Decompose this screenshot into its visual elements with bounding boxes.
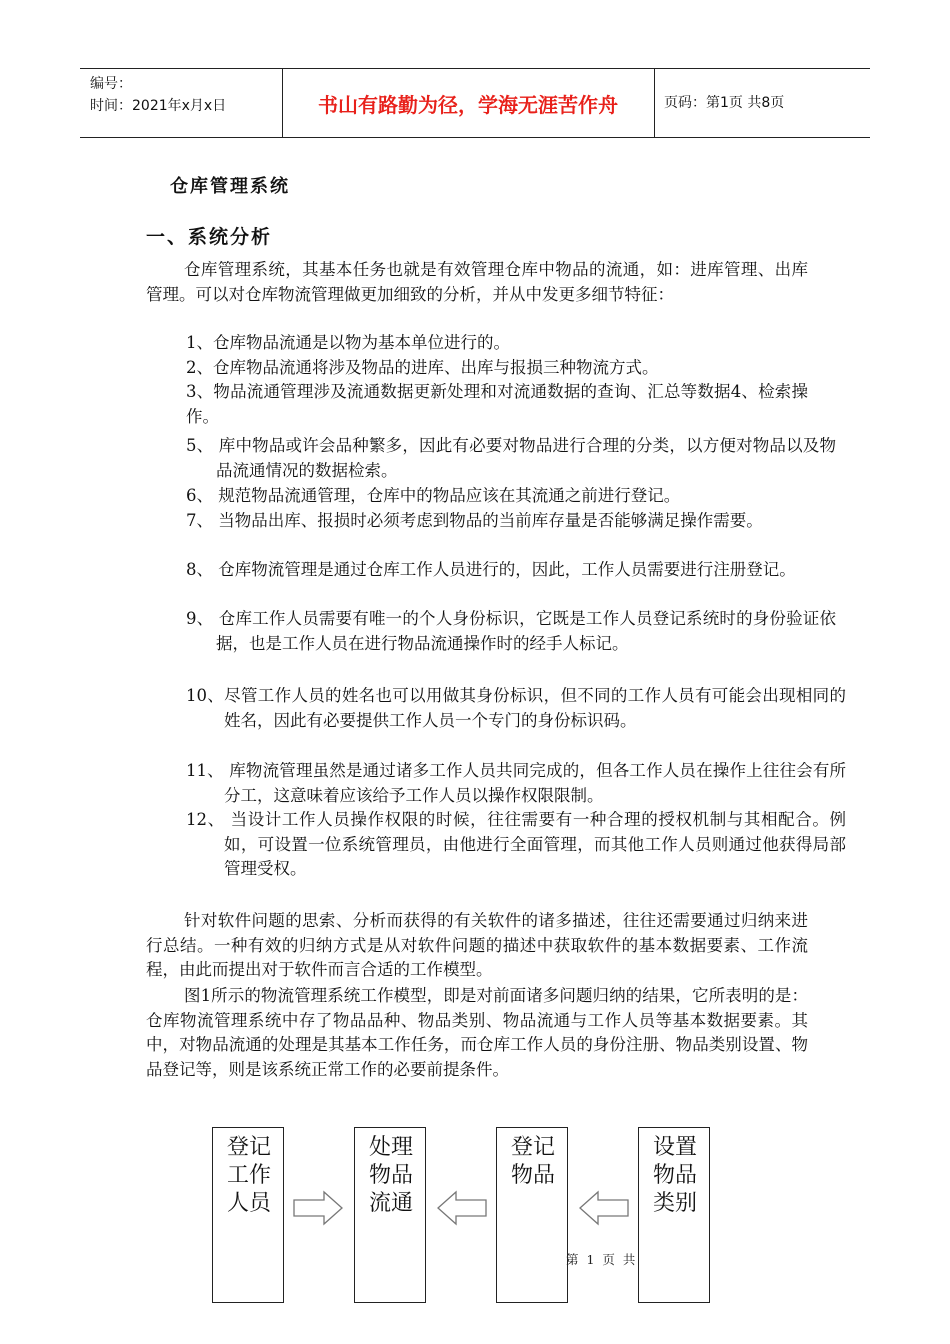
- page-footer-note: 第 1 页 共: [566, 1252, 638, 1267]
- header-divider: [654, 69, 655, 137]
- doc-title: 仓库管理系统: [170, 176, 290, 197]
- summary-paragraph: 针对软件问题的思索、分析而获得的有关软件的诸多描述，往往还需要通过归纳来进行总结。一种有效的归纳方式是从对软件问题的描述中获取软件的基本数据要素、工作流程，由此而提出对于软件而言合适的工作模型。: [146, 911, 808, 979]
- page-info: 页码：第1页 共8页: [664, 95, 785, 111]
- right-arrow-icon: [292, 1190, 344, 1226]
- set-category-box: [638, 1127, 710, 1303]
- left-arrow-icon: [436, 1190, 488, 1226]
- header-left: [90, 73, 226, 117]
- list-item: 9、 仓库工作人员需要有唯一的个人身份标识，它既是工作人员登记系统时的身份验证依据，也是工作人员在进行物品流通操作时的经手人标记。: [186, 609, 836, 653]
- date-label: 时间：2021年x月x日: [90, 98, 227, 114]
- register-staff-box: [212, 1127, 284, 1303]
- list-item: 2、仓库物品流通将涉及物品的进库、出库与报损三种物流方式。: [186, 358, 659, 377]
- list-item: 8、 仓库物流管理是通过仓库工作人员进行的，因此，工作人员需要进行注册登记。: [186, 560, 796, 579]
- register-goods-label: 登记 物品: [510, 1135, 555, 1188]
- register-staff-label: 登记 工作 人员: [226, 1135, 271, 1216]
- process-flow-box: [354, 1127, 426, 1303]
- model-paragraph: 图1所示的物流管理系统工作模型，即是对前面诸多问题归纳的结果，它所表明的是：仓库物流管理系统中存了物品品种、物品类别、物品流通与工作人员等基本数据要素。其中，对物品流通的处理是其基本工作任务，而仓库工作人员的身份注册、物品类别设置、物品登记等，则是该系统正常工作的必要前提条件。: [146, 986, 808, 1079]
- document-header: [80, 68, 870, 138]
- left-arrow-icon: [578, 1190, 630, 1226]
- intro-paragraph: 仓库管理系统，其基本任务也就是有效管理仓库中物品的流通，如：进库管理、出库管理。可以对仓库物流管理做更加细致的分析，并从中发更多细节特征：: [146, 260, 808, 304]
- list-item: 12、 当设计工作人员操作权限的时候，往往需要有一种合理的授权机制与其相配合。例如，可设置一位系统管理员，由他进行全面管理，而其他工作人员则通过他获得局部管理受权。: [186, 810, 846, 878]
- motto: 书山有路勤为径，学海无涯苦作舟: [318, 92, 618, 117]
- process-flow-label: 处理 物品 流通: [368, 1135, 413, 1216]
- number-label: 编号：: [90, 76, 132, 92]
- list-item: 5、 库中物品或许会品种繁多，因此有必要对物品进行合理的分类，以方便对物品以及物品流通情况的数据检索。: [186, 436, 836, 480]
- list-item: 3、物品流通管理涉及流通数据更新处理和对流通数据的查询、汇总等数据4、检索操作。: [186, 382, 808, 426]
- register-goods-box: [496, 1127, 568, 1303]
- set-category-label: 设置 物品 类别: [652, 1135, 697, 1216]
- list-item: 10、尽管工作人员的姓名也可以用做其身份标识，但不同的工作人员有可能会出现相同的姓名，因此有必要提供工作人员一个专门的身份标识码。: [186, 686, 846, 730]
- list-item: 7、 当物品出库、报损时必须考虑到物品的当前库存量是否能够满足操作需要。: [186, 511, 763, 530]
- list-item: 1、仓库物品流通是以物为基本单位进行的。: [186, 333, 510, 352]
- section-heading: 一、系统分析: [146, 226, 273, 248]
- list-item: 11、 库物流管理虽然是通过诸多工作人员共同完成的，但各工作人员在操作上往往会有所分工，这意味着应该给予工作人员以操作权限限制。: [186, 761, 846, 805]
- list-item: 6、 规范物品流通管理，仓库中的物品应该在其流通之前进行登记。: [186, 486, 681, 505]
